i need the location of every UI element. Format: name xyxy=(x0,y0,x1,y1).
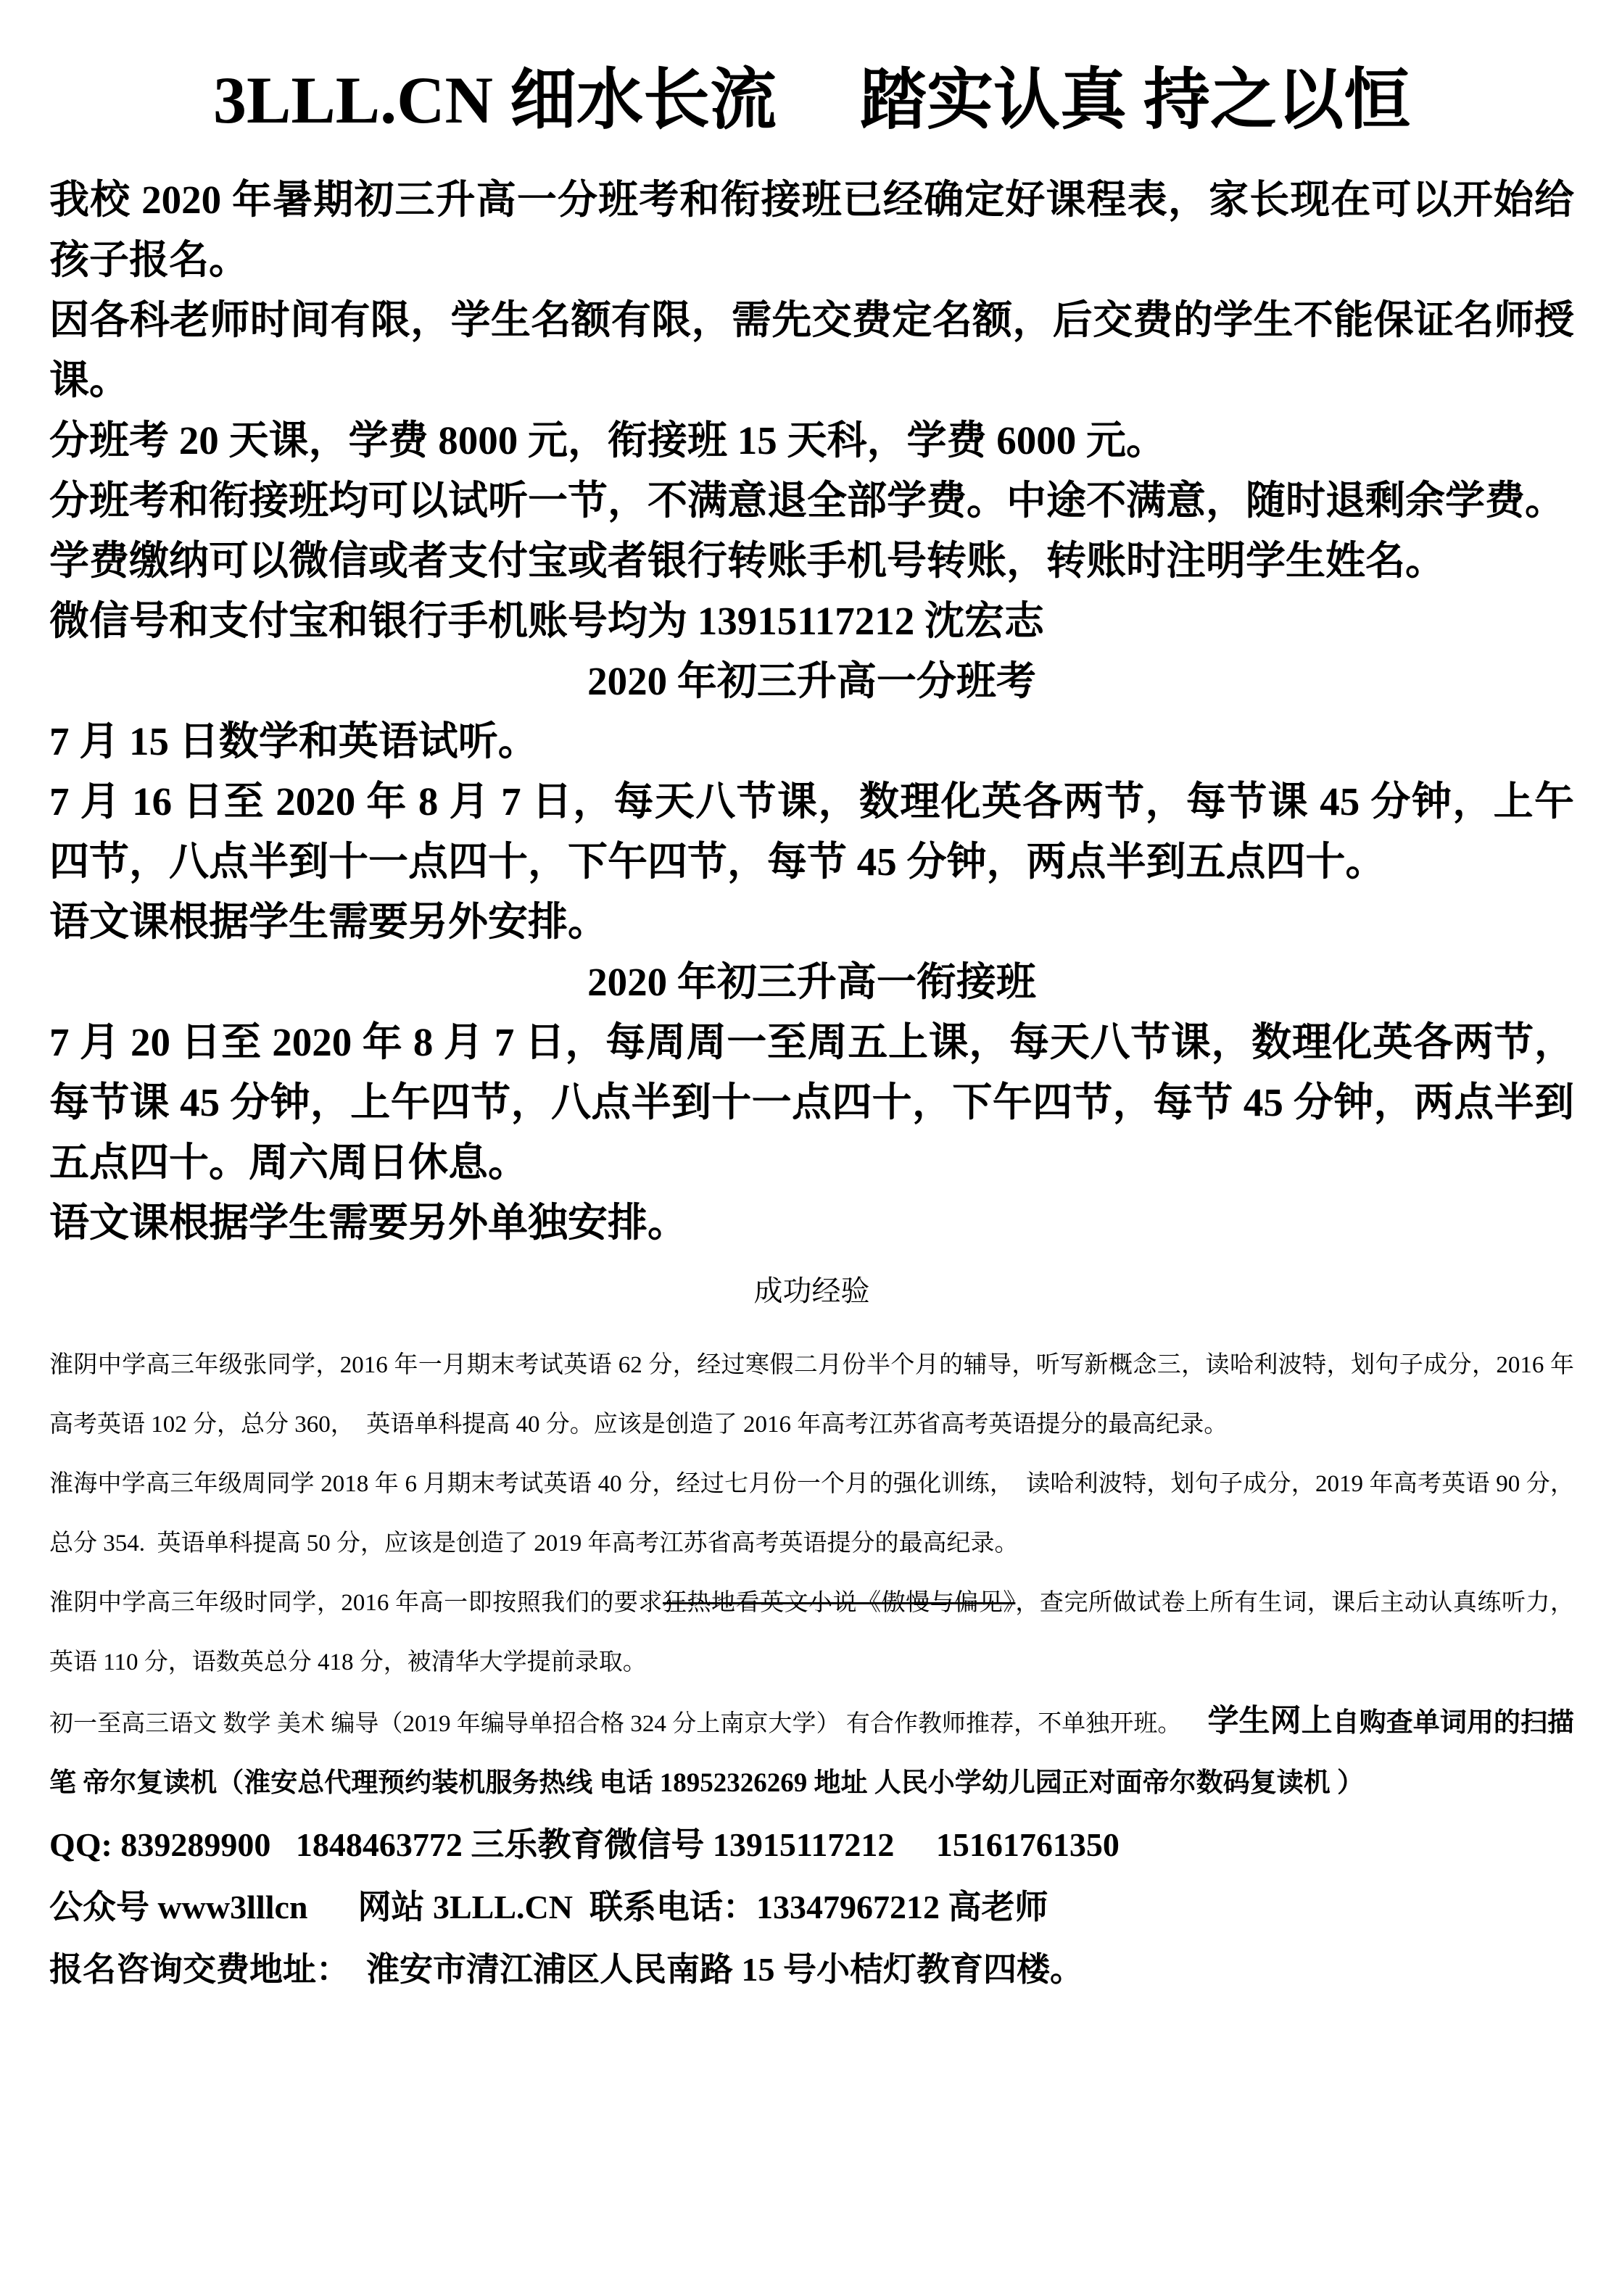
story-3-strikethrough-text: 狂热地看英文小说《傲慢与偏见》 xyxy=(662,1590,1016,1616)
paragraph-payment-methods: 学费缴纳可以微信或者支付宝或者银行转账手机号转账，转账时注明学生姓名。 xyxy=(49,539,1446,583)
paragraph-exam-schedule: 7 月 16 日至 2020 年 8 月 7 日，每天八节课，数理化英各两节，每节课 45 分钟，上午四节，八点半到十一点四十，下午四节，每节 45 分钟，两点半到五点四十。 xyxy=(49,779,1574,884)
paragraph-chinese-separate-arrangement: 语文课根据学生需要另外单独安排。 xyxy=(49,1201,688,1245)
contact-address-line: 报名咨询交费地址： 淮安市清江浦区人民南路 15 号小桔灯教育四楼。 xyxy=(49,1951,1083,1988)
scanner-pen-note: 自购查单词用的扫描笔 帝尔复读机（淮安总代理预约装机服务热线 电话 18952326269 地址 人民小学幼儿园正对面帝尔数码复读机 ） xyxy=(49,1708,1575,1798)
section-heading-bridge-class: 2020 年初三升高一衔接班 xyxy=(587,960,1036,1004)
students-online-highlight: 学生网上 xyxy=(1207,1704,1333,1738)
page-title: 3LLL.CN 细水长流 踏实认真 持之以恒 xyxy=(213,63,1410,137)
story-3-text-before: 淮阴中学高三年级时同学，2016 年高一即按照我们的要求 xyxy=(49,1590,663,1616)
paragraph-enrollment-open: 我校 2020 年暑期初三升高一分班考和衔接班已经确定好课程表，家长现在可以开始给孩子报名。 xyxy=(49,178,1574,282)
contact-website-line: 公众号 www3lllcn 网站 3LLL.CN 联系电话：13347967212 高老师 xyxy=(49,1889,1048,1926)
other-courses-text: 初一至高三语文 数学 美术 编导（2019 年编导单招合格 324 分上南京大学） 有合作教师推荐，不单独开班。 xyxy=(49,1711,1182,1737)
paragraph-chinese-arrangement: 语文课根据学生需要另外安排。 xyxy=(49,900,608,944)
success-experience-heading: 成功经验 xyxy=(753,1275,870,1307)
paragraph-teacher-limit: 因各科老师时间有限，学生名额有限，需先交费定名额，后交费的学生不能保证名师授课。 xyxy=(49,298,1574,402)
success-story-2: 淮海中学高三年级周同学 2018 年 6 月期末考试英语 40 分，经过七月份一个月的强化训练， 读哈利波特，划句子成分，2019 年高考英语 90 分， 总分 354. 英语单科提高 50 分，应该是创造了 2019 年高考江苏省高考英语提分的最高纪录。 xyxy=(49,1471,1586,1557)
success-story-1: 淮阴中学高三年级张同学，2016 年一月期末考试英语 62 分，经过寒假二月份半个月的辅导，听写新概念三，读哈利波特，划句子成分，2016 年高考英语 102 分，总分 360， 英语单科提高 40 分。应该是创造了 2016 年高考江苏省高考英语提分的最高纪录。 xyxy=(49,1352,1574,1438)
contact-qq-line: QQ: 839289900 1848463772 三乐教育微信号 13915117212 15161761350 xyxy=(49,1826,1120,1863)
paragraph-other-courses xyxy=(49,1692,1574,1814)
story-3-text-after: ，查完所做试卷上所有生词，课后主动认真练听力，英语 110 分，语数英总分 418 分，被清华大学提前录取。 xyxy=(49,1590,1575,1675)
paragraph-payment-account: 微信号和支付宝和银行手机账号均为 13915117212 沈宏志 xyxy=(49,599,1044,643)
paragraph-trial-date: 7 月 15 日数学和英语试听。 xyxy=(49,719,538,763)
paragraph-bridge-schedule: 7 月 20 日至 2020 年 8 月 7 日，每周周一至周五上课，每天八节课，数理化英各两节，每节课 45 分钟，上午四节，八点半到十一点四十，下午四节，每节 45 分钟，两点半到五点四十。周六周日休息。 xyxy=(49,1020,1574,1185)
paragraph-trial-refund: 分班考和衔接班均可以试听一节，不满意退全部学费。中途不满意，随时退剩余学费。 xyxy=(49,478,1565,523)
section-heading-placement-exam: 2020 年初三升高一分班考 xyxy=(587,659,1036,703)
paragraph-tuition-fees: 分班考 20 天课，学费 8000 元，衔接班 15 天科，学费 6000 元。 xyxy=(49,418,1167,463)
success-story-3 xyxy=(49,1573,1574,1692)
